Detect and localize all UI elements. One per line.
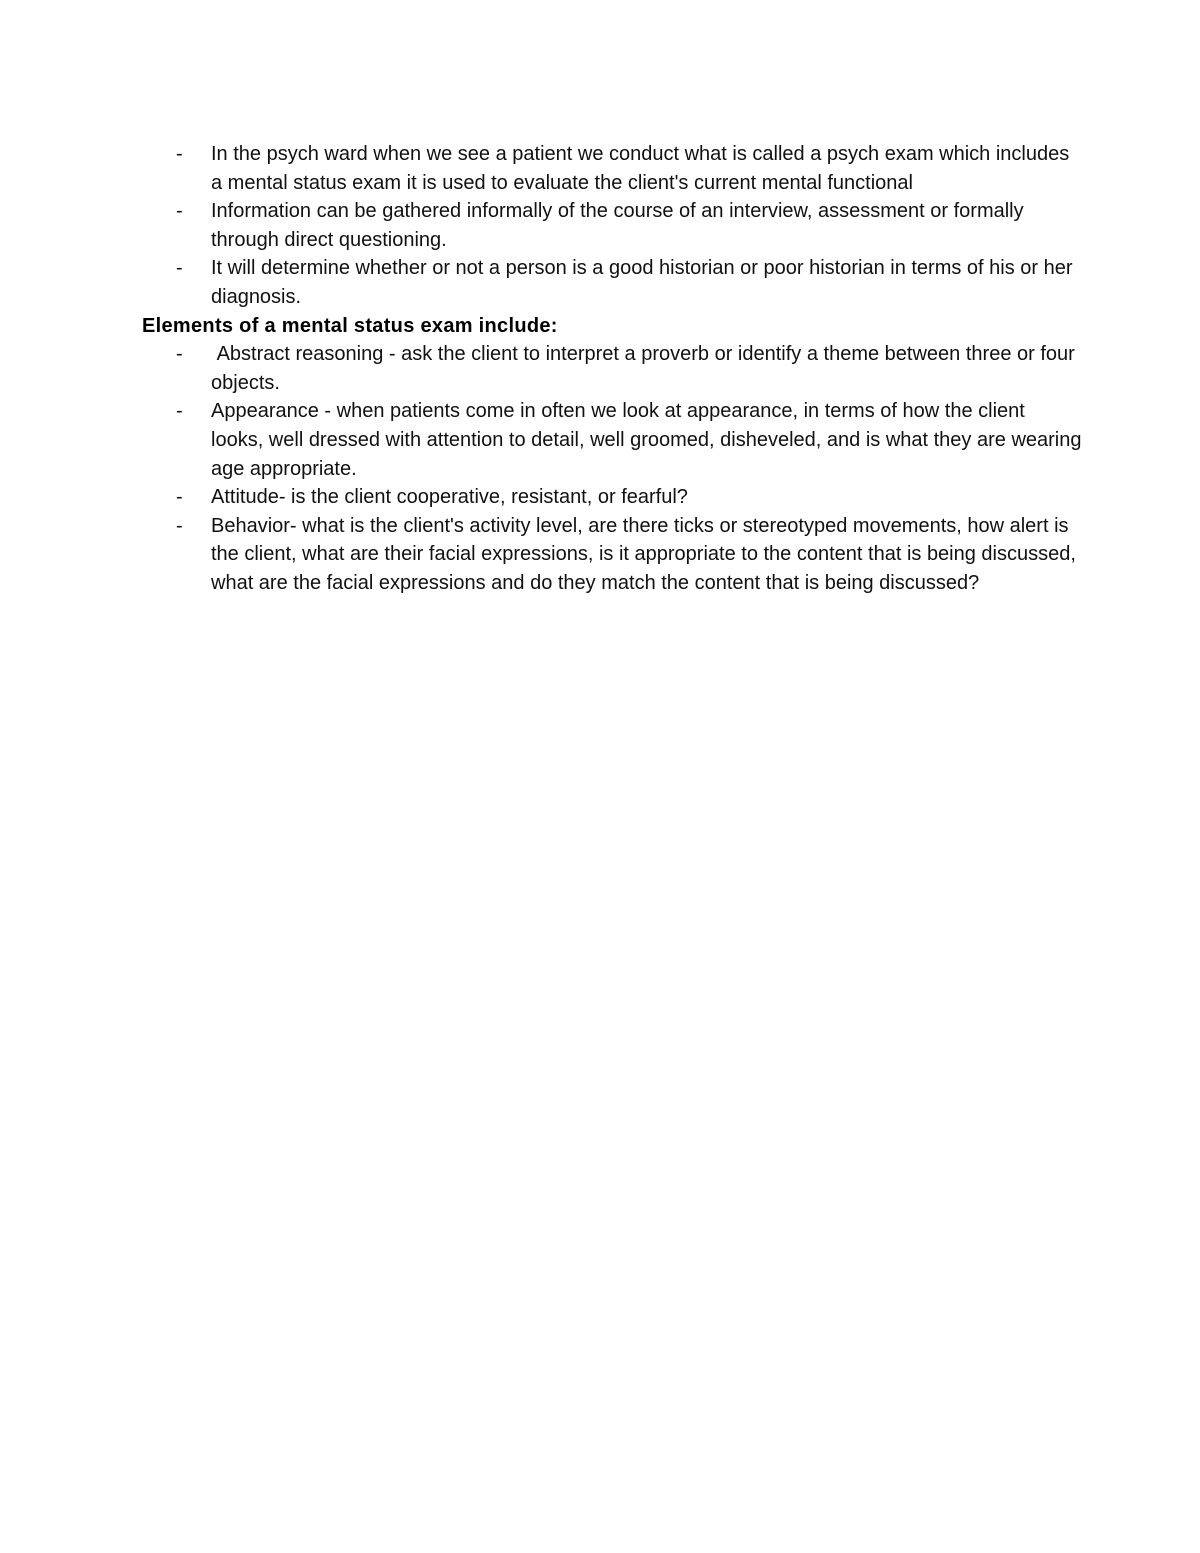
list-item: [142, 197, 1082, 254]
dash-marker: -: [176, 400, 183, 423]
list-item-text: Attitude- is the client cooperative, resistant, or fearful?: [211, 486, 688, 509]
document-content: [142, 140, 1082, 598]
dash-marker: -: [176, 486, 183, 509]
dash-marker: -: [176, 343, 183, 366]
list-item: [142, 140, 1082, 197]
elements-list: [142, 340, 1082, 597]
list-item: [142, 340, 1082, 397]
dash-marker: -: [176, 200, 183, 223]
list-item: [142, 397, 1082, 483]
dash-marker: -: [176, 257, 183, 280]
list-item-text: In the psych ward when we see a patient we conduct what is called a psych exam which includes a mental status exam it is used to evaluate the client's current mental functional: [211, 143, 1070, 194]
dash-marker: -: [176, 514, 183, 537]
dash-marker: -: [176, 143, 183, 165]
list-item-text: Abstract reasoning - ask the client to interpret a proverb or identify a theme between three or four objects.: [211, 343, 1081, 394]
list-item-text: Behavior- what is the client's activity level, are there ticks or stereotyped movements, how alert is the client, what are their facial expressions, is it appropriate to the content that is being discussed, what are the facial expressions and do they match the content that is being discussed?: [211, 514, 1076, 594]
intro-list: [142, 140, 1082, 312]
list-item-text: It will determine whether or not a person is a good historian or poor historian in terms of his or her diagnosis.: [211, 257, 1073, 308]
list-item-text: Appearance - when patients come in often we look at appearance, in terms of how the client looks, well dressed with attention to detail, well groomed, disheveled, and is what they are wearing age appropriate.: [211, 400, 1082, 480]
list-item: [142, 512, 1082, 598]
list-item-text: Information can be gathered informally of the course of an interview, assessment or formally through direct questioning.: [211, 200, 1024, 251]
section-heading: Elements of a mental status exam include:: [142, 314, 558, 337]
list-item: [142, 483, 1082, 512]
list-item: [142, 254, 1082, 311]
